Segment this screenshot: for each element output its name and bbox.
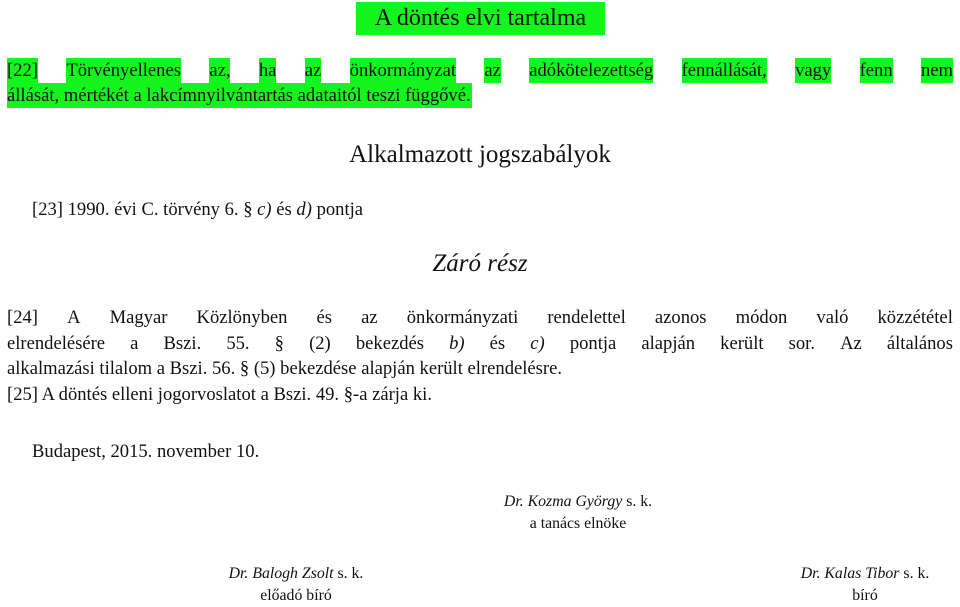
p24-word: közzététel xyxy=(877,307,953,328)
signature-role: bíró xyxy=(852,587,878,604)
p24-word: Az xyxy=(840,332,862,354)
signature-name: Dr. Kozma György xyxy=(503,493,623,510)
paragraph-24-line-3: alkalmazási tilalom a Bszi. 56. § (5) bekezdése alapján került elrendelésre. xyxy=(7,358,562,379)
p24-word: (2) xyxy=(309,332,331,354)
p24-word: Bszi. xyxy=(163,332,202,354)
signature-sk: s. k. xyxy=(899,565,930,582)
p24-word: elrendelésére xyxy=(7,332,106,354)
p23-suffix: pontja xyxy=(311,199,364,220)
signature-name: Dr. Balogh Zsolt xyxy=(228,565,334,582)
p24-word: pontja xyxy=(569,332,617,354)
signature-role: előadó bíró xyxy=(260,587,332,604)
p24-word: való xyxy=(816,307,849,328)
p22-word: ha xyxy=(258,60,277,81)
p22-word: adókötelezettség xyxy=(529,60,654,81)
paragraph-25: [25] A döntés elleni jogorvoslatot a Bszi. 49. §-a zárja ki. xyxy=(7,383,432,405)
signature-judge xyxy=(745,563,960,607)
p24-word: és xyxy=(316,307,333,328)
p24-word: és xyxy=(489,332,506,354)
signature-name: Dr. Kalas Tibor xyxy=(800,565,900,582)
p22-word: fenn xyxy=(859,60,893,81)
paragraph-22 xyxy=(7,58,953,108)
p24-word: a xyxy=(130,332,139,354)
p22-word: nem xyxy=(920,60,953,81)
p24-point-b: b) xyxy=(449,332,465,354)
p24-word: az xyxy=(361,307,378,328)
p23-and: és xyxy=(271,199,297,220)
signature-sk: s. k. xyxy=(333,565,364,582)
paragraph-22-line-2: állását, mértékét a lakcímnyilvántartás adataitól teszi függővé. xyxy=(7,85,471,106)
p22-word: az xyxy=(484,60,501,81)
p22-word: az xyxy=(304,60,322,81)
paragraph-23 xyxy=(32,197,363,223)
p22-word: az, xyxy=(209,60,231,81)
p24-word: általános xyxy=(886,332,953,354)
p24-word: § xyxy=(274,332,284,354)
p22-word: önkormányzat xyxy=(349,60,457,81)
p22-word: vagy xyxy=(795,60,832,81)
place-and-date: Budapest, 2015. november 10. xyxy=(32,441,260,462)
p24-word: önkormányzati xyxy=(406,307,519,328)
p24-word: bekezdés xyxy=(355,332,424,354)
p24-point-c: c) xyxy=(530,332,545,354)
paragraph-24-line-1 xyxy=(7,305,953,331)
p24-word: Magyar xyxy=(109,307,168,328)
signature-president xyxy=(458,491,698,535)
signature-role: a tanács elnöke xyxy=(529,515,627,532)
paragraph-22-line-1 xyxy=(7,58,953,83)
p24-word: módon xyxy=(735,307,788,328)
p22-word: [22] xyxy=(7,60,38,81)
p24-word: sor. xyxy=(788,332,815,354)
p24-word: azonos xyxy=(654,307,707,328)
p23-prefix: [23] 1990. évi C. törvény 6. § xyxy=(32,199,258,220)
closing-paragraphs xyxy=(7,305,953,407)
p24-word: alapján xyxy=(641,332,696,354)
signature-rapporteur xyxy=(176,563,416,607)
heading-applied-laws: Alkalmazott jogszabályok xyxy=(349,141,611,168)
p24-word: Közlönyben xyxy=(196,307,288,328)
section-title: A döntés elvi tartalma xyxy=(356,2,605,35)
p22-word: fennállását, xyxy=(681,60,767,81)
paragraph-24-line-2 xyxy=(7,331,953,357)
p24-word: került xyxy=(720,332,764,354)
signature-sk: s. k. xyxy=(622,493,653,510)
p22-word: Törvényellenes xyxy=(66,60,181,81)
p23-point-c: c) xyxy=(257,199,272,220)
p24-word: 55. xyxy=(226,332,250,354)
p24-word: A xyxy=(67,307,81,328)
p24-word: [24] xyxy=(7,307,38,328)
p24-word: rendelettel xyxy=(547,307,626,328)
heading-closing-part: Záró rész xyxy=(432,250,528,277)
p23-point-d: d) xyxy=(296,199,312,220)
